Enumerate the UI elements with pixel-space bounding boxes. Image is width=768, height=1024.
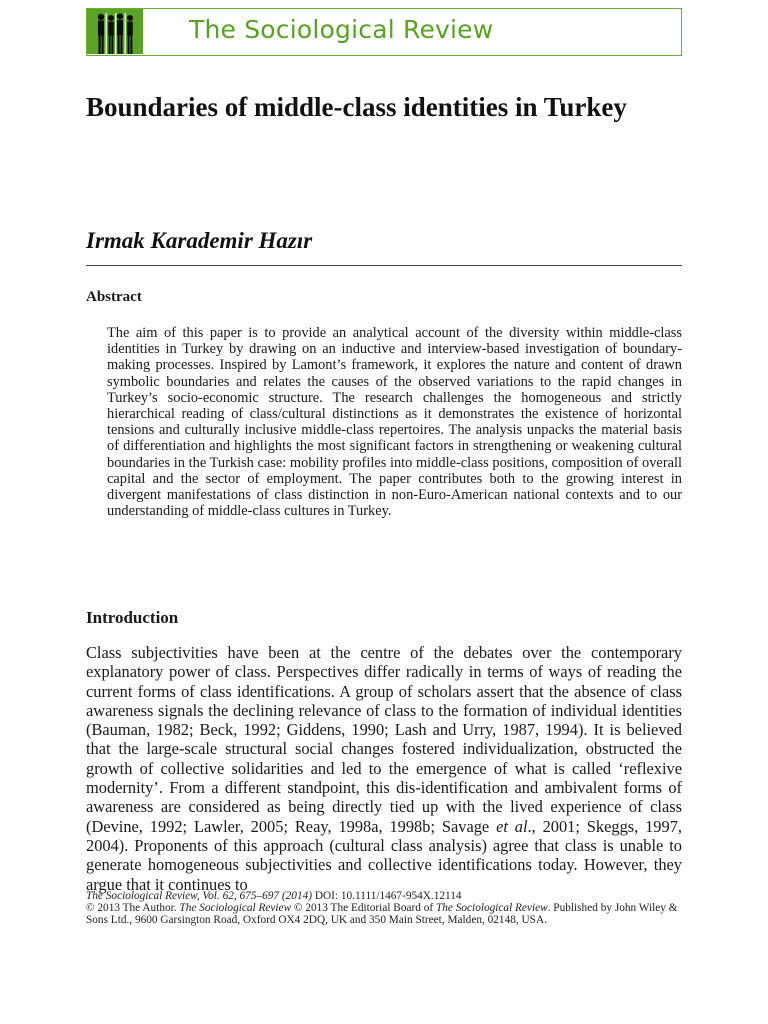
footer-journal-2: The Sociological Review bbox=[435, 901, 548, 914]
abstract-text: The aim of this paper is to provide an analytical account of the diversity within middle-class identities in Turkey by drawing on an inductive and interview-based investigation of boundary-making processes. Inspired by Lamont’s framework, it explores the nature and content of drawn symbolic boundaries and relates the causes of the observed variations to the rapid changes in Turkey’s socio-economic structure. The research challenges the homogeneous and strictly hierarchical reading of class/cultural distinctions as it demonstrates the existence of horizontal tensions and culturally inclusive middle-class repertoires. The analysis unpacks the material basis of differentiation and highlights the most significant factors in strengthening or weakening cultural boundaries in the Turkish case: mobility profiles into middle-class positions, composition of overall capital and the sector of employment. The paper contributes both to the growing interest in divergent manifestations of class distinction in non-Euro-American national contexts and to our understanding of middle-class cultures in Turkey. bbox=[107, 325, 682, 520]
page-footer bbox=[86, 891, 682, 926]
footer-journal-1: The Sociological Review bbox=[179, 901, 292, 914]
footer-copyright-b: © 2013 The Editorial Board of bbox=[291, 901, 436, 914]
introduction-paragraph bbox=[86, 643, 682, 894]
abstract-heading: Abstract bbox=[86, 289, 142, 305]
journal-name: The Sociological Review bbox=[189, 15, 494, 44]
journal-masthead bbox=[86, 8, 682, 56]
logo-figures-icon bbox=[87, 9, 143, 54]
footer-doi: DOI: 10.1111/1467-954X.12114 bbox=[312, 890, 462, 902]
footer-copyright bbox=[86, 903, 682, 927]
footer-copyright-a: © 2013 The Author. bbox=[86, 901, 180, 914]
intro-text-part-1: Class subjectivities have been at the centre of the debates over the contemporary explanatory power of class. Perspectives differ radically in terms of ways of reading the current forms of class identifications. A group of scholars assert that the absence of class awareness signals the declining relevance of class to the formation of individual identities (Bauman, 1982; Beck, 1992; Giddens, 1990; Lash and Urry, 1987, 1994). It is believed that the large-scale structural social changes fostered individualization, obstructed the growth of collective solidarities and led to the emergence of what is called ‘reflexive modernity’. From a different standpoint, this dis-identification and ambivalent forms of awareness are considered as being directly tied up with the lived experience of class (Devine, 1992; Lawler, 2005; Reay, 1998a, 1998b; Savage bbox=[86, 643, 682, 836]
author-name: Irmak Karademir Hazır bbox=[86, 228, 313, 253]
title-divider bbox=[86, 265, 682, 266]
introduction-heading: Introduction bbox=[86, 608, 179, 627]
footer-copyright-c: . Published by John Wiley & Sons Ltd., 9600 Garsington Road, Oxford OX4 2DQ, UK and 350 Main Street, Malden, 02148, USA. bbox=[86, 901, 678, 926]
intro-etal: et al bbox=[496, 816, 528, 836]
intro-text-part-2: ., 2001; Skeggs, 1997, 2004). Proponents of this approach (cultural class analysis) agree that class is unable to generate homogeneous subjectivities and collective identifications today. However, they argue that it continues to bbox=[86, 816, 682, 894]
paper-title: Boundaries of middle-class identities in Turkey bbox=[86, 92, 627, 122]
footer-citation: The Sociological Review, Vol. 62, 675–697 (2014) bbox=[86, 890, 313, 902]
people-silhouettes-logo bbox=[87, 9, 143, 54]
